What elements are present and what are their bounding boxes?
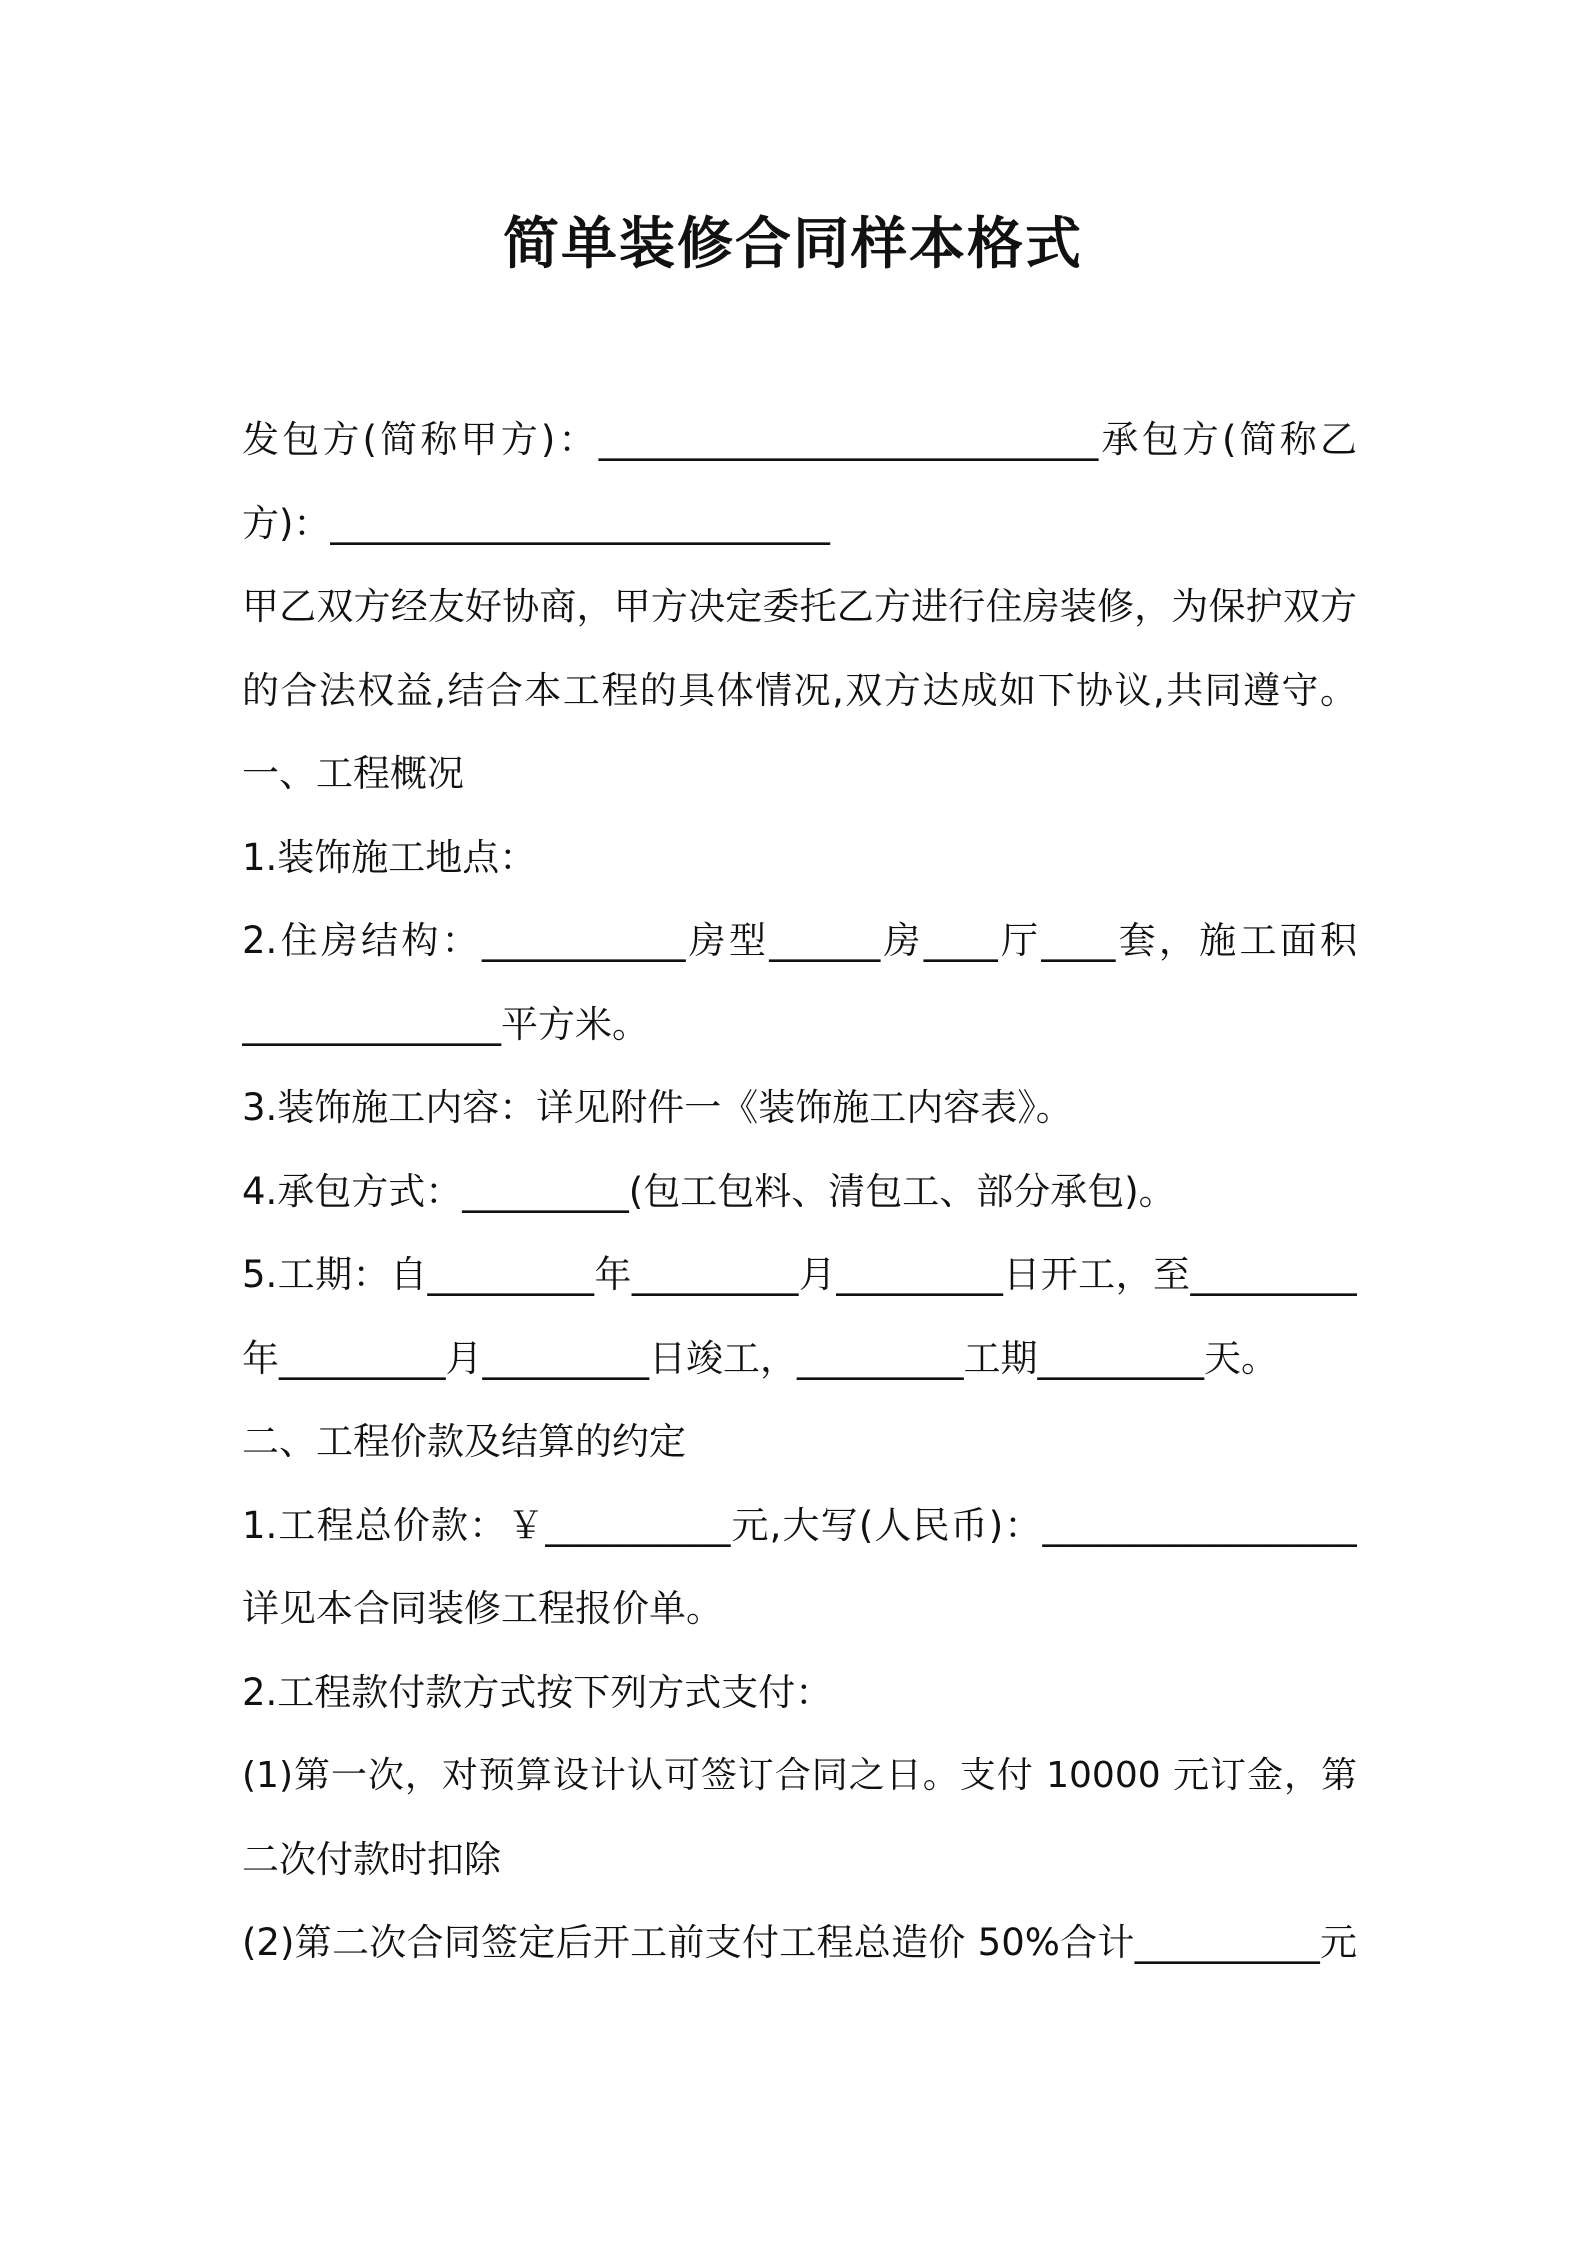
clause-1-1: 1.装饰施工地点： bbox=[242, 836, 537, 879]
section-heading-1: 一、工程概况 bbox=[242, 752, 464, 795]
clause-2-2-1-line-1: (1)第一次，对预算设计认可签订合同之日。支付 10000 元订金，第 bbox=[242, 1755, 1357, 1796]
party-a-line: 发包方(简称甲方)：___________________________承包方(简称乙 bbox=[242, 418, 1357, 461]
clause-1-4: 4.承包方式：_________(包工包料、清包工、部分承包)。 bbox=[242, 1170, 1176, 1213]
clause-1-3: 3.装饰施工内容：详见附件一《装饰施工内容表》。 bbox=[242, 1086, 1073, 1129]
clause-1-5-line-1: 5.工期：自_________年_________月_________日开工，至_________ bbox=[242, 1253, 1357, 1296]
document-title: 简单装修合同样本格式 bbox=[503, 212, 1083, 277]
clause-2-1-line-1: 1.工程总价款：￥__________元,大写(人民币)：_________________ bbox=[242, 1504, 1357, 1547]
intro-line-2: 的合法权益,结合本工程的具体情况,双方达成如下协议,共同遵守。 bbox=[242, 669, 1357, 712]
clause-2-2: 2.工程款付款方式按下列方式支付： bbox=[242, 1671, 833, 1714]
section-heading-2: 二、工程价款及结算的约定 bbox=[242, 1420, 686, 1463]
clause-2-1-line-2: 详见本合同装修工程报价单。 bbox=[242, 1587, 723, 1630]
intro-line-1: 甲乙双方经友好协商，甲方决定委托乙方进行住房装修，为保护双方 bbox=[242, 585, 1357, 628]
party-b-line: 方)：___________________________ bbox=[242, 502, 830, 545]
clause-1-2-line-1: 2.住房结构：___________房型______房____厅____套，施工面积 bbox=[242, 919, 1357, 962]
clause-2-2-2: (2)第二次合同签定后开工前支付工程总造价 50%合计__________元 bbox=[242, 1921, 1357, 1964]
clause-1-2-line-2: ______________平方米。 bbox=[242, 1003, 649, 1046]
clause-2-2-1-line-2: 二次付款时扣除 bbox=[242, 1838, 501, 1881]
clause-1-5-line-2: 年_________月_________日竣工，_________工期_________天。 bbox=[242, 1337, 1278, 1380]
